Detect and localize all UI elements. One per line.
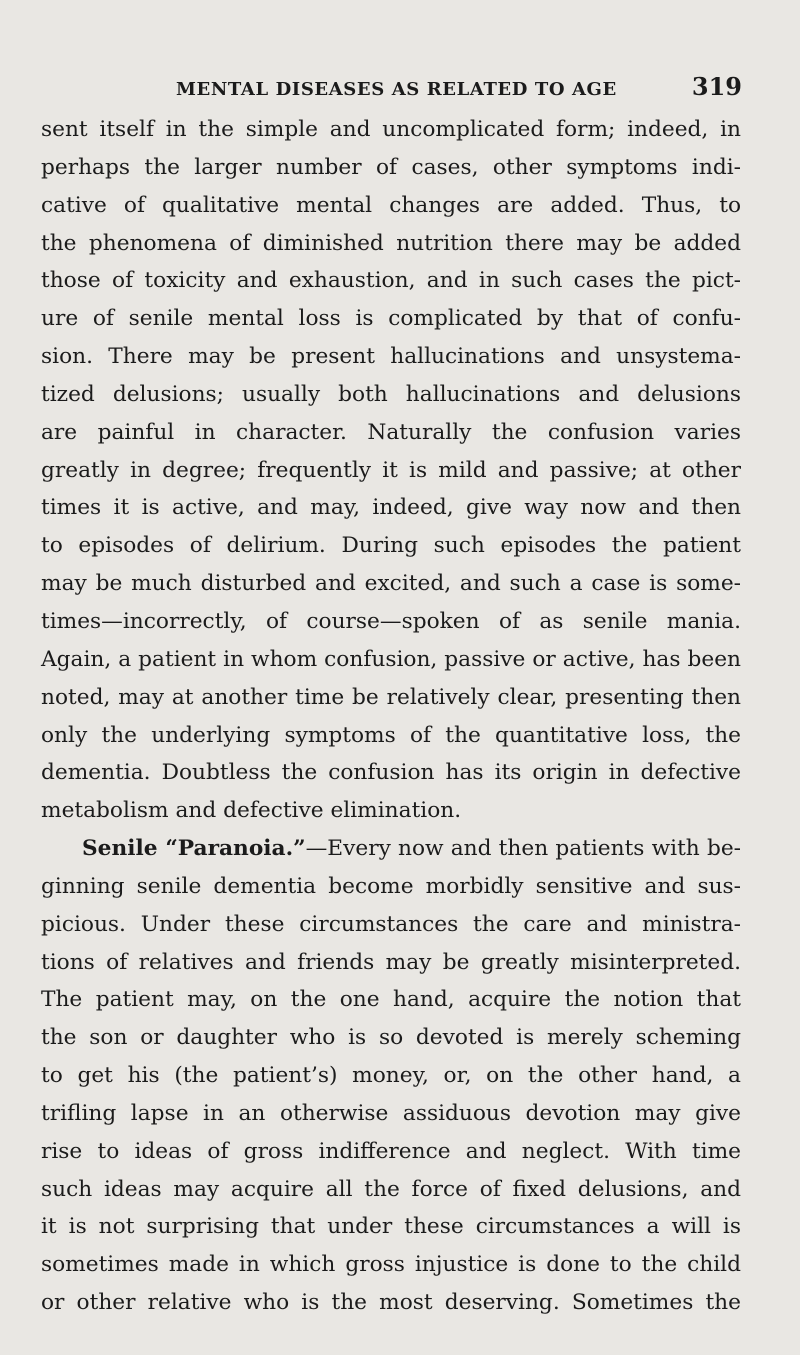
text-line: perhaps the larger number of cases, other symptoms indi- xyxy=(41,154,741,180)
text-line: it is not surprising that under these circumstances a will is xyxy=(41,1214,741,1240)
text-line: noted, may at another time be relatively clear, presenting then xyxy=(41,684,741,710)
text-line: sion. There may be present hallucinations and unsystema- xyxy=(41,344,741,370)
text-line: The patient may, on the one hand, acquire the notion that xyxy=(41,987,741,1013)
text-line: trifling lapse in an otherwise assiduous devotion may give xyxy=(41,1100,741,1126)
text-line: picious. Under these circumstances the care and ministra- xyxy=(41,911,741,937)
text-line: rise to ideas of gross indifference and neglect. With time xyxy=(41,1138,741,1164)
running-header xyxy=(176,72,742,101)
text-line: only the underlying symptoms of the quantitative loss, the xyxy=(41,722,741,748)
text-line: sent itself in the simple and uncomplicated form; indeed, in xyxy=(41,117,741,142)
text-line: the phenomena of diminished nutrition there may be added xyxy=(41,230,741,256)
text-line: to get his (the patient’s) money, or, on the other hand, a xyxy=(41,1063,741,1089)
text-line: such ideas may acquire all the force of fixed delusions, and xyxy=(41,1176,741,1202)
text-line: to episodes of delirium. During such episodes the patient xyxy=(41,533,741,559)
text-line: those of toxicity and exhaustion, and in such cases the pict- xyxy=(41,268,741,294)
text-line: are painful in character. Naturally the confusion varies xyxy=(41,419,741,445)
text-line: sometimes made in which gross injustice is done to the child xyxy=(41,1252,741,1278)
text-line: the son or daughter who is so devoted is merely scheming xyxy=(41,1025,741,1051)
text-line: or other relative who is the most deserving. Sometimes the xyxy=(41,1290,741,1316)
section-first-line-text: —Every now and then patients with be- xyxy=(305,836,741,862)
body-text xyxy=(41,111,741,1322)
text-line: tions of relatives and friends may be greatly misinterpreted. xyxy=(41,949,741,975)
text-line: ure of senile mental loss is complicated by that of confu- xyxy=(41,306,741,332)
page-number: 319 xyxy=(691,72,742,101)
text-line: ginning senile dementia become morbidly sensitive and sus- xyxy=(41,873,741,899)
text-line: times it is active, and may, indeed, give way now and then xyxy=(41,495,741,521)
paragraph-end-line: metabolism and defective elimination. xyxy=(41,798,462,824)
running-title: MENTAL DISEASES AS RELATED TO AGE xyxy=(176,79,617,100)
text-line: Again, a patient in whom confusion, passive or active, has been xyxy=(41,646,741,672)
section-heading: Senile “Paranoia.” xyxy=(82,836,306,862)
text-line: times—incorrectly, of course—spoken of as senile mania. xyxy=(41,608,741,634)
text-line: may be much disturbed and excited, and such a case is some- xyxy=(41,571,741,597)
text-line: greatly in degree; frequently it is mild and passive; at other xyxy=(41,457,741,483)
text-line: dementia. Doubtless the confusion has its origin in defective xyxy=(41,760,741,786)
text-line: cative of qualitative mental changes are added. Thus, to xyxy=(41,192,741,218)
section-first-line xyxy=(41,830,741,868)
text-line: tized delusions; usually both hallucinations and delusions xyxy=(41,381,741,407)
